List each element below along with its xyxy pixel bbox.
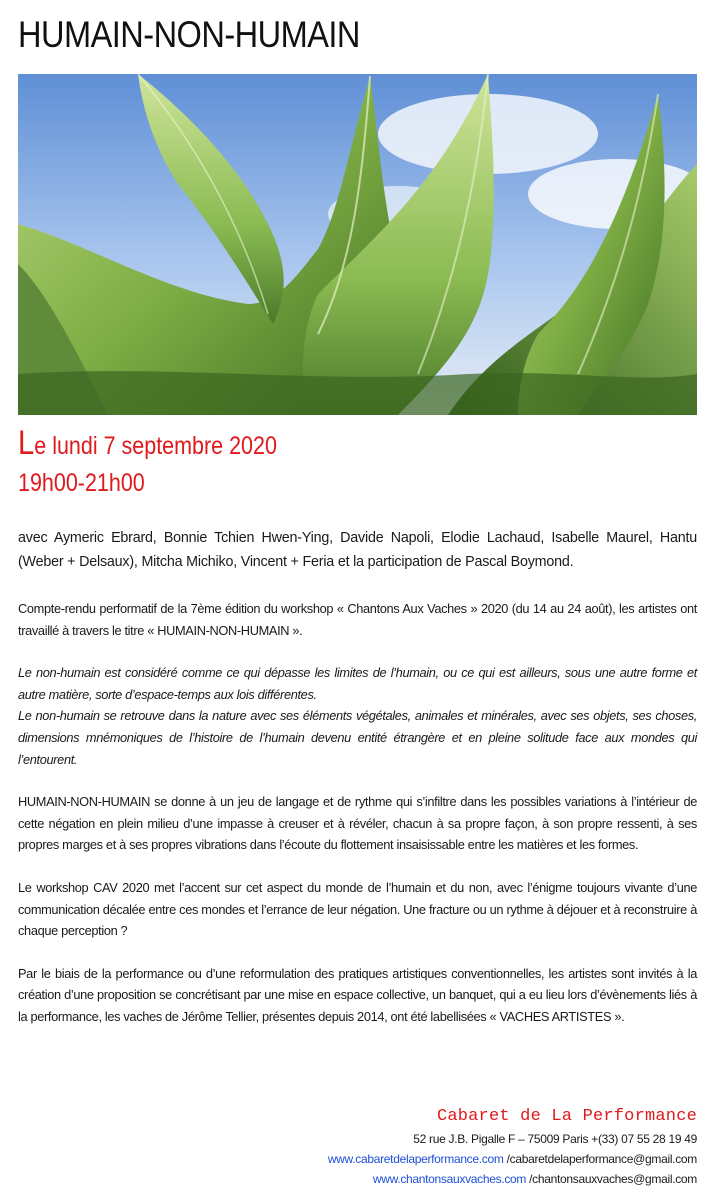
paragraph-4: Le workshop CAV 2020 met l’accent sur cet aspect du monde de l’humain et du non, avec l’énigme toujours vivante d’une communication décalée entre ces mondes et l’errance de leur négation. Une fracture ou un rythme à déjouer et à reconstruire à chaque perception ? — [18, 879, 697, 939]
paragraph-5: Par le biais de la performance ou d’une reformulation des pratiques artistiques conventionnelles, les artistes sont invités à la création d’une proposition se concrétisant par une mise en espace collective, un banquet, qui a eu lieu lors d’évènements liés à la performance, les vaches de Jérôme Tellier, présentes depuis 2014, ont été labellisées « VACHES ARTISTES ». — [18, 965, 697, 1024]
leaf-closeup-image — [18, 74, 697, 415]
italic-paragraph-1: Le non-humain est considéré comme ce qui dépasse les limites de l’humain, ou ce qui est ailleurs, sous une autre forme et autre matière, sorte d’espace-temps aux lois différentes. — [18, 665, 697, 702]
website-link-chantons[interactable]: www.chantonsauxvaches.com — [372, 1172, 527, 1186]
contact-line-1 — [328, 1149, 697, 1169]
email-chantons: /chantonsauxvaches@gmail.com — [526, 1172, 697, 1186]
event-time: 19h00-21h00 — [18, 469, 145, 497]
intro-paragraph: Compte-rendu performatif de la 7ème édition du workshop « Chantons Aux Vaches » 2020 (du 14 au 24 août), les artistes ont travaillé à travers le titre « HUMAIN-NON-HUMAIN ». — [18, 601, 697, 638]
footer-contact — [328, 1105, 697, 1189]
italic-paragraph-2: Le non-humain se retrouve dans la nature avec ses éléments végétales, animales et minérales, avec ses objets, ses choses, dimensions mnémoniques de l’histoire de l’humain devenu entité étrangère et en pleine solitude face aux mondes qui l’entourent. — [18, 708, 697, 767]
address-line: 52 rue J.B. Pigalle F – 75009 Paris +(33) 07 55 28 19 49 — [413, 1132, 697, 1146]
website-link-cabaret[interactable]: www.cabaretdelaperformance.com — [327, 1152, 504, 1166]
event-date-initial: L — [18, 424, 35, 462]
artists-paragraph: avec Aymeric Ebrard, Bonnie Tchien Hwen-Ying, Davide Napoli, Elodie Lachaud, Isabelle Maurel, Hantu (Weber + Delsaux), Mitcha Michiko, Vincent + Feria et la participation de Pascal Boymond. — [18, 530, 697, 570]
page-title: HUMAIN-NON-HUMAIN — [18, 14, 360, 55]
contact-line-2 — [328, 1169, 697, 1189]
paragraph-3: HUMAIN-NON-HUMAIN se donne à un jeu de langage et de rythme qui s’infiltre dans les possibles variations à l’intérieur de cette négation en plein milieu d’une impasse à creuser et à révéler, chacun à sa propre façon, à son propre ressenti, à ses propres marges et à ses propres vibrations dans l’écoute du flottement insaisissable entre les matières et les formes. — [18, 794, 697, 853]
email-cabaret: /cabaretdelaperformance@gmail.com — [503, 1152, 697, 1166]
article-body — [18, 526, 697, 1049]
event-date — [18, 424, 277, 465]
organization-name: Cabaret de La Performance — [436, 1107, 697, 1126]
event-date-text: e lundi 7 septembre 2020 — [34, 432, 277, 460]
